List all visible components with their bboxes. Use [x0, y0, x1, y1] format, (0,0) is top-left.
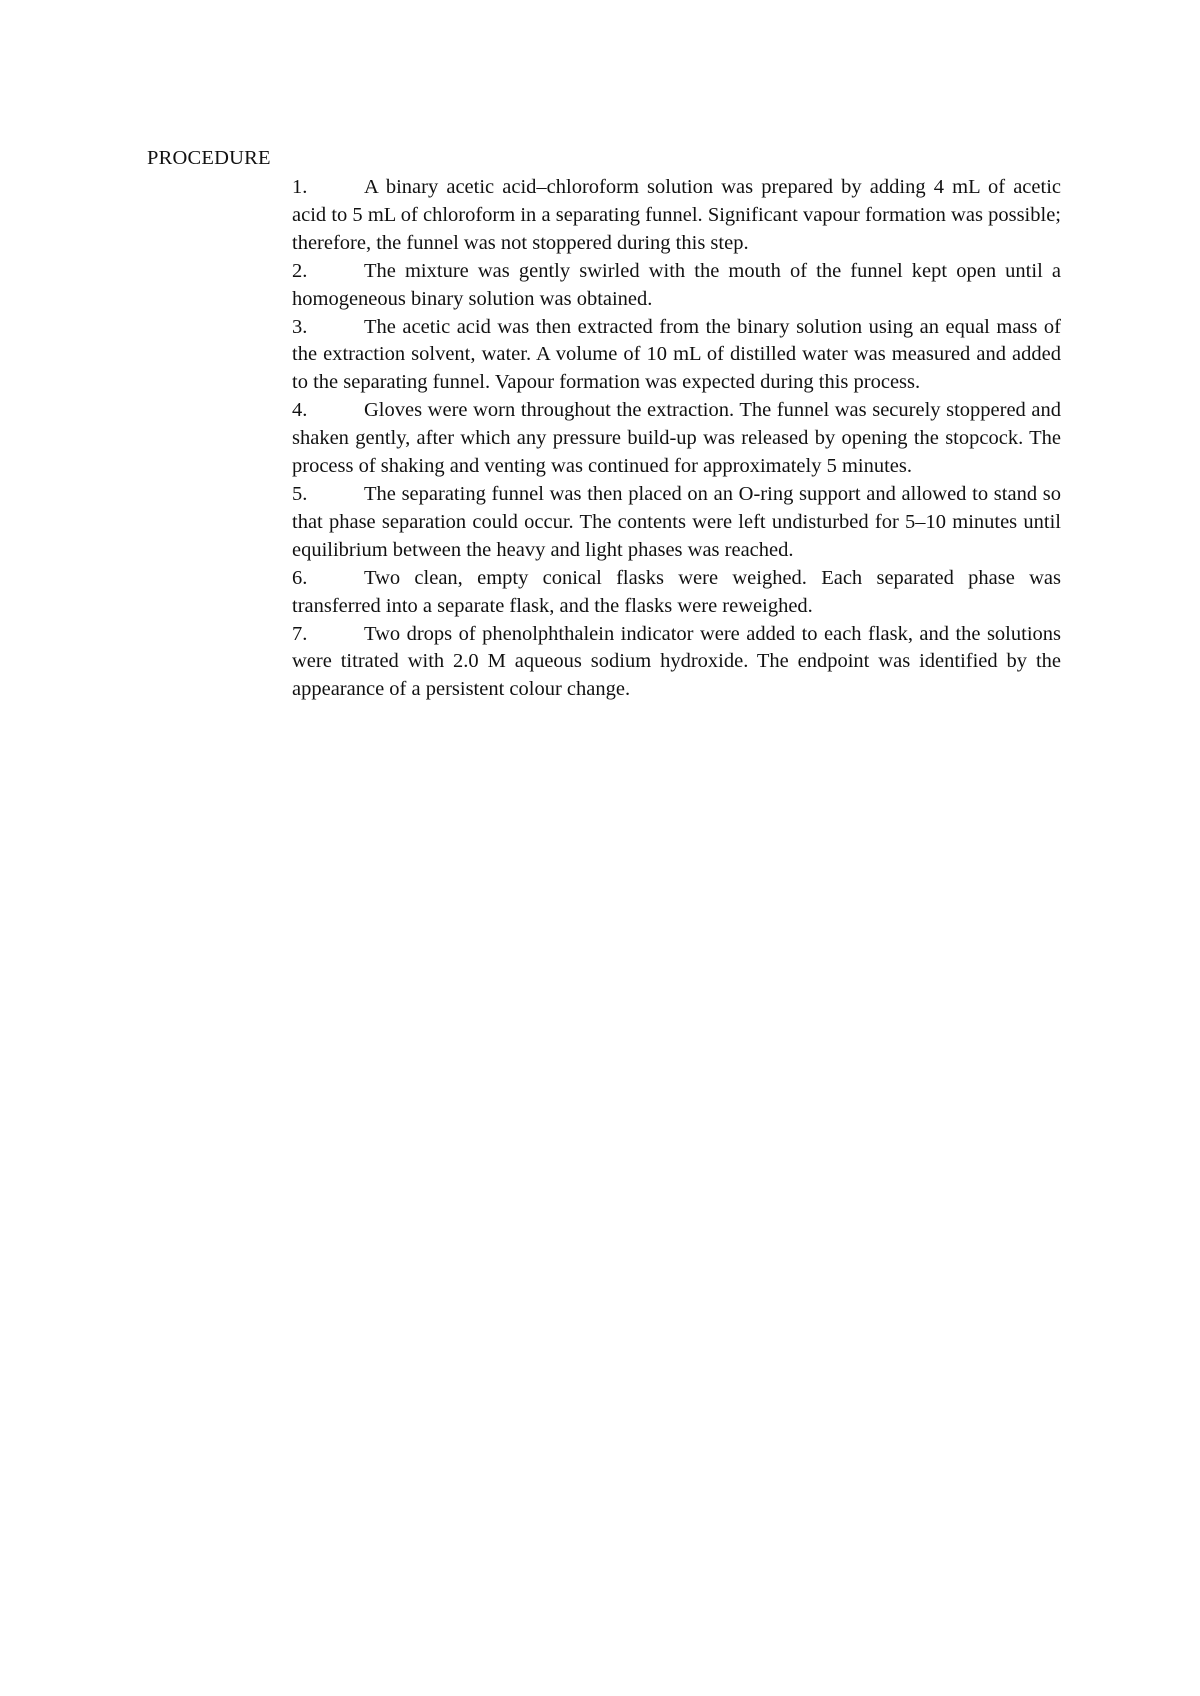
step-text: Two clean, empty conical flasks were weighed. Each separated phase was transferred into a separate flask, and the flasks were reweighed. — [292, 566, 1061, 617]
step-text: The acetic acid was then extracted from the binary solution using an equal mass of the extraction solvent, water. A volume of 10 mL of distilled water was measured and added to the separating funnel. Vapour formation was expected during this process. — [292, 315, 1061, 394]
procedure-step-5 — [292, 481, 1061, 565]
step-text: The separating funnel was then placed on an O-ring support and allowed to stand so that phase separation could occur. The contents were left undisturbed for 5–10 minutes until equilibrium between the heavy and light phases was reached. — [292, 482, 1061, 561]
procedure-step-2 — [292, 258, 1061, 314]
procedure-heading: PROCEDURE — [147, 147, 271, 169]
step-text: A binary acetic acid–chloroform solution was prepared by adding 4 mL of acetic acid to 5 mL of chloroform in a separating funnel. Significant vapour formation was possible; therefore, the funnel was not stoppered during this step. — [292, 176, 1061, 254]
step-number: 3. — [292, 315, 308, 338]
step-number: 6. — [292, 566, 308, 589]
step-number: 1. — [292, 176, 308, 198]
step-number: 4. — [292, 399, 308, 422]
procedure-step-6 — [292, 565, 1061, 621]
procedure-step-1 — [292, 174, 1061, 258]
procedure-step-3 — [292, 314, 1061, 398]
procedure-step-7 — [292, 621, 1061, 705]
procedure-step-4 — [292, 397, 1061, 481]
step-text: The mixture was gently swirled with the mouth of the funnel kept open until a homogeneous binary solution was obtained. — [292, 259, 1061, 310]
procedure-steps-list — [292, 174, 1061, 704]
step-text: Two drops of phenolphthalein indicator were added to each flask, and the solutions were titrated with 2.0 M aqueous sodium hydroxide. The endpoint was identified by the appearance of a persistent colour change. — [292, 622, 1061, 701]
step-text: Gloves were worn throughout the extraction. The funnel was securely stoppered and shaken gently, after which any pressure build-up was released by opening the stopcock. The process of shaking and venting was continued for approximately 5 minutes. — [292, 399, 1061, 478]
step-number: 2. — [292, 259, 308, 282]
step-number: 7. — [292, 622, 308, 645]
step-number: 5. — [292, 482, 308, 505]
